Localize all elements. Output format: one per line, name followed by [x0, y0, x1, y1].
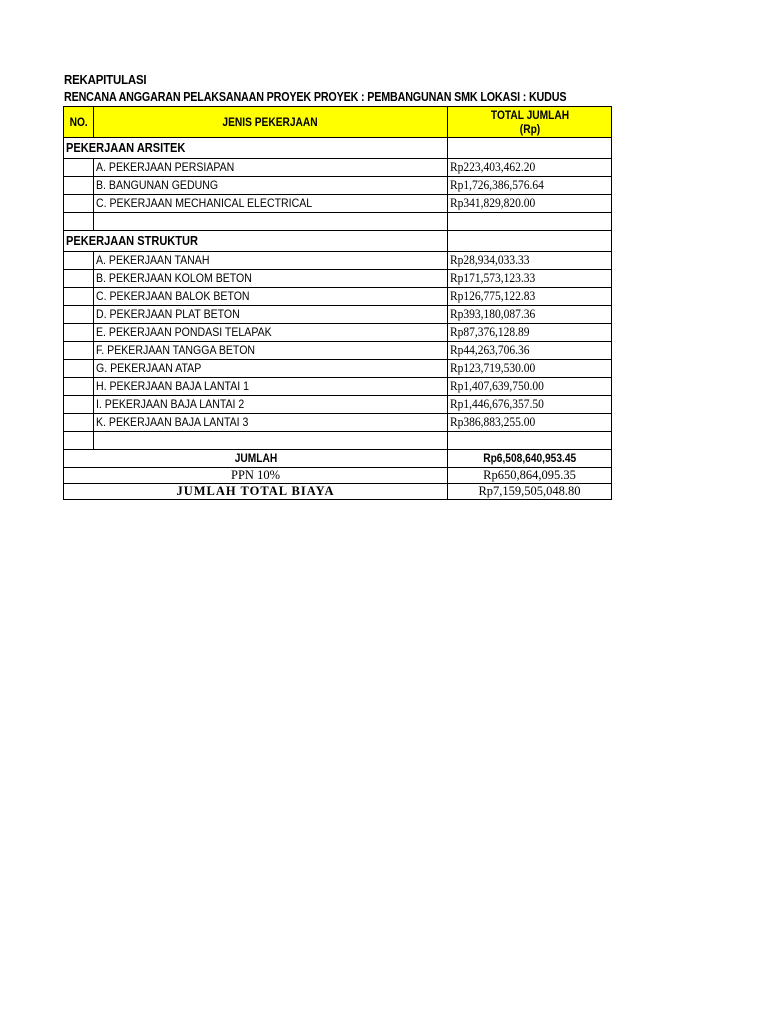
row-label-cell: [94, 177, 448, 195]
blank-cell: [448, 213, 612, 231]
row-label-cell: [94, 396, 448, 414]
row-label: F. PEKERJAAN TANGGA BETON: [96, 343, 256, 357]
grand-total-row-label-text: JUMLAH TOTAL BIAYA: [176, 484, 335, 498]
ppn-row-label-text: PPN 10%: [231, 468, 280, 482]
row-amount: Rp386,883,255.00: [450, 415, 536, 429]
grand-total-row-label: [64, 484, 448, 500]
row-amount: Rp44,263,706.36: [450, 343, 530, 357]
jumlah-row-label: [64, 450, 448, 468]
row-amount: Rp87,376,128.89: [450, 325, 530, 339]
table-row: [64, 252, 612, 270]
blank-cell: [94, 213, 448, 231]
row-label-cell: [94, 306, 448, 324]
header-no: NO.: [64, 107, 94, 138]
jumlah-row-label-text: JUMLAH: [234, 451, 277, 465]
section-title-text: PEKERJAAN ARSITEK: [66, 140, 186, 155]
row-amount-cell: [448, 396, 612, 414]
blank-cell: [64, 432, 94, 450]
table-row: [64, 378, 612, 396]
row-amount-cell: [448, 378, 612, 396]
section-row: [64, 231, 612, 252]
header-jenis-pekerjaan: JENIS PEKERJAAN: [94, 107, 448, 138]
row-amount: Rp126,775,122.83: [450, 289, 536, 303]
row-no-cell: [64, 252, 94, 270]
row-amount-cell: [448, 288, 612, 306]
row-amount: Rp341,829,820.00: [450, 196, 536, 210]
table-row: [64, 159, 612, 177]
table-row: [64, 195, 612, 213]
row-label-cell: [94, 252, 448, 270]
row-amount: Rp1,407,639,750.00: [450, 379, 544, 393]
section-title: [64, 138, 448, 159]
row-label: B. PEKERJAAN KOLOM BETON: [96, 271, 252, 285]
row-amount: Rp28,934,033.33: [450, 253, 530, 267]
row-no-cell: [64, 159, 94, 177]
row-label-cell: [94, 414, 448, 432]
row-label: E. PEKERJAAN PONDASI TELAPAK: [96, 325, 272, 339]
row-no-cell: [64, 306, 94, 324]
table-header-row: [64, 107, 612, 138]
row-amount-cell: [448, 195, 612, 213]
row-no-cell: [64, 378, 94, 396]
section-row: [64, 138, 612, 159]
blank-cell: [64, 213, 94, 231]
row-label: C. PEKERJAAN BALOK BETON: [96, 289, 250, 303]
table-row: [64, 177, 612, 195]
row-no-cell: [64, 177, 94, 195]
row-amount-cell: [448, 177, 612, 195]
row-amount-cell: [448, 342, 612, 360]
row-label: G. PEKERJAAN ATAP: [96, 361, 202, 375]
row-amount: Rp1,446,676,357.50: [450, 397, 544, 411]
ppn-row-label: [64, 468, 448, 484]
row-no-cell: [64, 342, 94, 360]
row-no-cell: [64, 288, 94, 306]
row-label: K. PEKERJAAN BAJA LANTAI 3: [96, 415, 249, 429]
table-row: [64, 324, 612, 342]
document-subtitle: RENCANA ANGGARAN PELAKSANAAN PROYEK PROYEK : PEMBANGUNAN SMK LOKASI : KUDUS: [64, 90, 567, 104]
row-no-cell: [64, 270, 94, 288]
jumlah-row-value-text: Rp6,508,640,953.45: [482, 451, 576, 465]
blank-cell: [448, 432, 612, 450]
row-label: C. PEKERJAAN MECHANICAL ELECTRICAL: [96, 196, 313, 210]
document-title: REKAPITULASI: [64, 72, 147, 87]
row-amount-cell: [448, 324, 612, 342]
row-amount: Rp393,180,087.36: [450, 307, 536, 321]
header-total-jumlah: TOTAL JUMLAH (Rp): [448, 107, 612, 138]
row-amount: Rp223,403,462.20: [450, 160, 536, 174]
row-label: I. PEKERJAAN BAJA LANTAI 2: [96, 397, 245, 411]
row-no-cell: [64, 195, 94, 213]
row-amount: Rp123,719,530.00: [450, 361, 536, 375]
row-label: A. PEKERJAAN PERSIAPAN: [96, 160, 235, 174]
row-label-cell: [94, 342, 448, 360]
table-row: [64, 414, 612, 432]
jumlah-row-value: [448, 450, 612, 468]
row-label-cell: [94, 270, 448, 288]
recap-table: [63, 106, 612, 500]
section-total-cell: [448, 138, 612, 159]
row-label: B. BANGUNAN GEDUNG: [96, 178, 219, 192]
grand-total-row-value-text: Rp7,159,505,048.80: [478, 484, 581, 498]
blank-row: [64, 432, 612, 450]
row-label-cell: [94, 288, 448, 306]
row-label-cell: [94, 195, 448, 213]
row-amount-cell: [448, 270, 612, 288]
section-total-cell: [448, 231, 612, 252]
row-amount-cell: [448, 252, 612, 270]
section-title: [64, 231, 448, 252]
table-row: [64, 288, 612, 306]
recap-table-body: [64, 107, 612, 500]
grand-total-row: [64, 484, 612, 500]
row-no-cell: [64, 414, 94, 432]
blank-cell: [94, 432, 448, 450]
grand-total-row-value: [448, 484, 612, 500]
table-row: [64, 342, 612, 360]
blank-row: [64, 213, 612, 231]
row-no-cell: [64, 324, 94, 342]
row-amount-cell: [448, 360, 612, 378]
ppn-row-value-text: Rp650,864,095.35: [483, 468, 576, 482]
table-row: [64, 306, 612, 324]
row-amount-cell: [448, 414, 612, 432]
row-amount: Rp1,726,386,576.64: [450, 178, 544, 192]
table-row: [64, 360, 612, 378]
jumlah-row: [64, 450, 612, 468]
row-amount: Rp171,573,123.33: [450, 271, 536, 285]
row-label-cell: [94, 324, 448, 342]
ppn-row-value: [448, 468, 612, 484]
row-label: A. PEKERJAAN TANAH: [96, 253, 210, 267]
section-title-text: PEKERJAAN STRUKTUR: [66, 233, 199, 248]
table-row: [64, 270, 612, 288]
row-label: H. PEKERJAAN BAJA LANTAI 1: [96, 379, 249, 393]
row-amount-cell: [448, 306, 612, 324]
row-amount-cell: [448, 159, 612, 177]
row-no-cell: [64, 396, 94, 414]
ppn-row: [64, 468, 612, 484]
row-label-cell: [94, 360, 448, 378]
row-label-cell: [94, 159, 448, 177]
row-label: D. PEKERJAAN PLAT BETON: [96, 307, 240, 321]
row-no-cell: [64, 360, 94, 378]
row-label-cell: [94, 378, 448, 396]
table-row: [64, 396, 612, 414]
